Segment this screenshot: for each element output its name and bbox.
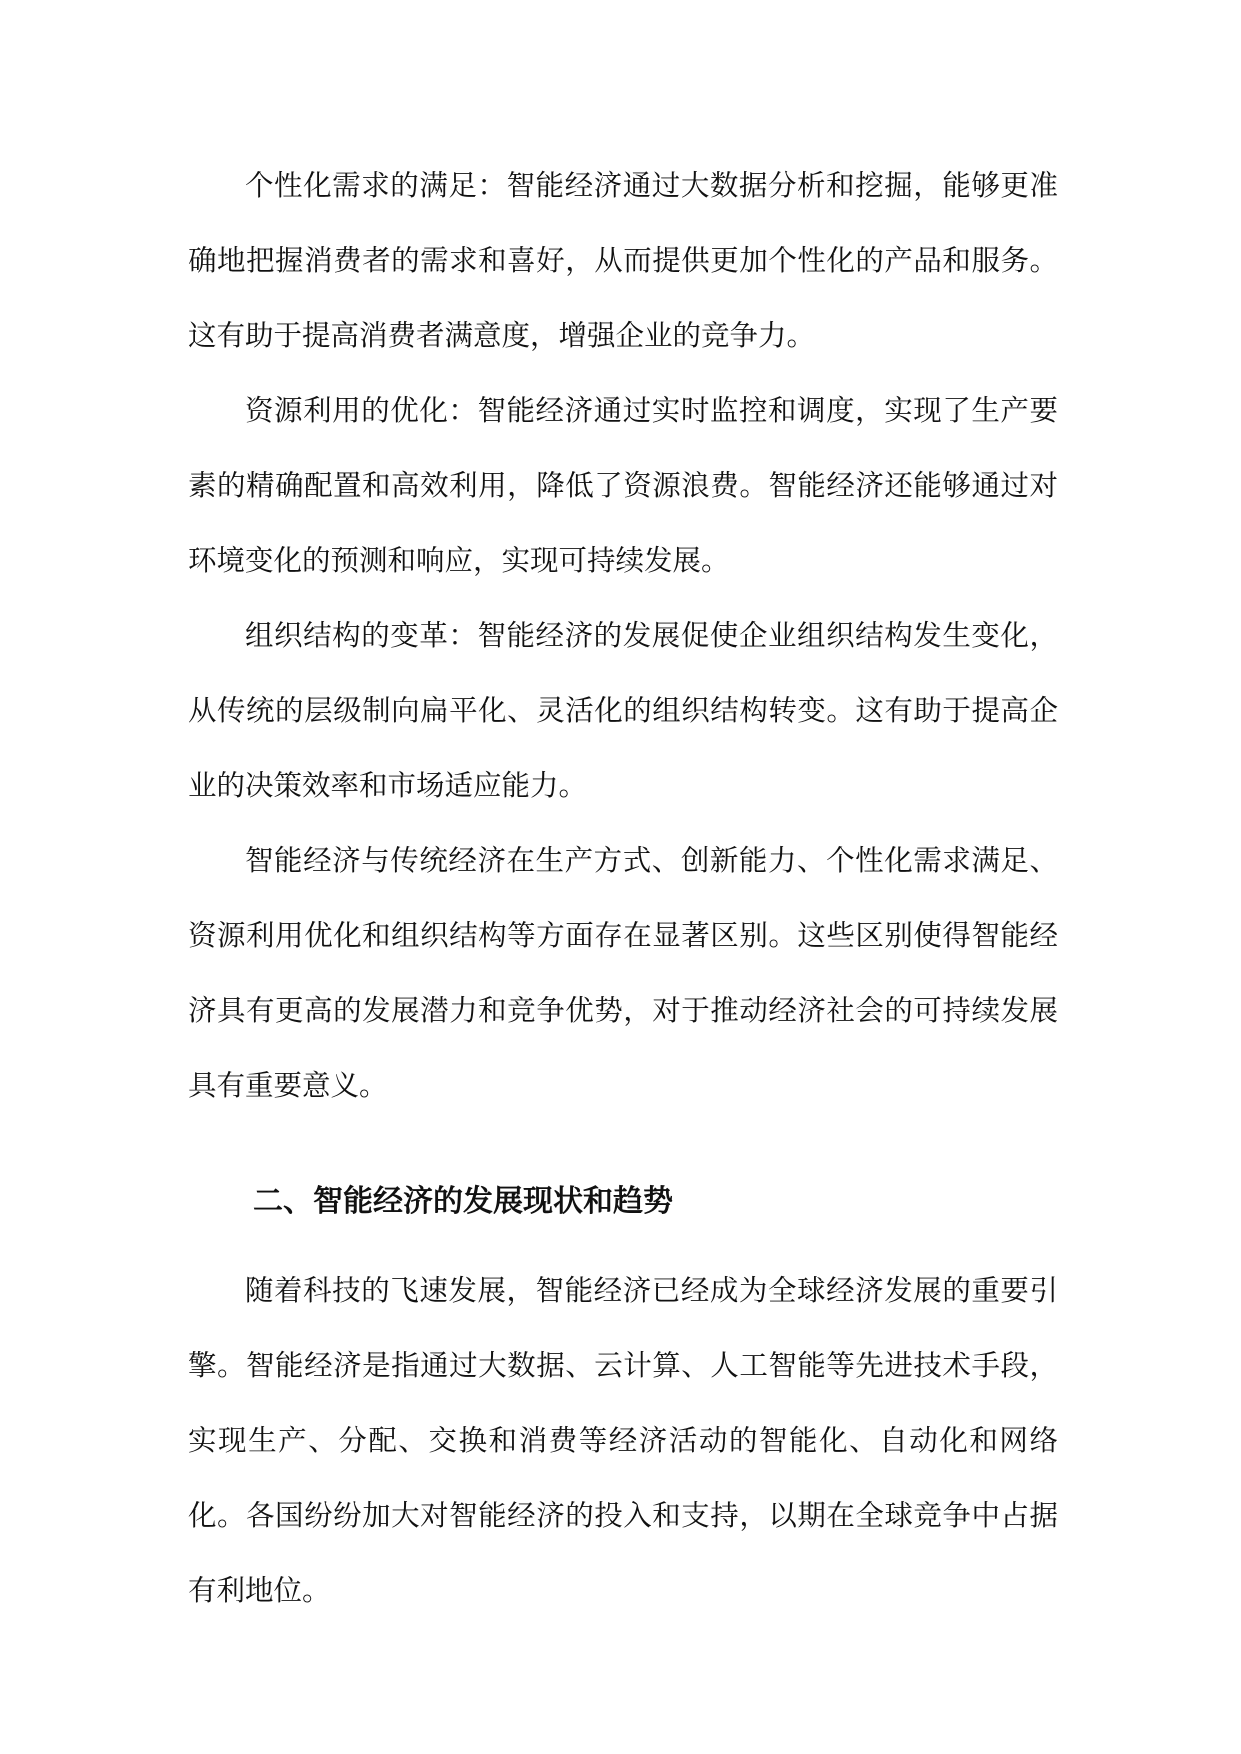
paragraph-development-status: 随着科技的飞速发展，智能经济已经成为全球经济发展的重要引擎。智能经济是指通过大数据、云计算、人工智能等先进技术手段，实现生产、分配、交换和消费等经济活动的智能化、自动化和网络化。各国纷纷加大对智能经济的投入和支持，以期在全球竞争中占据有利地位。 bbox=[188, 1274, 1058, 1607]
section-heading: 二、智能经济的发展现状和趋势 bbox=[253, 1184, 673, 1219]
paragraph-organizational-change: 组织结构的变革：智能经济的发展促使企业组织结构发生变化，从传统的层级制向扁平化、灵活化的组织结构转变。这有助于提高企业的决策效率和市场适应能力。 bbox=[188, 619, 1058, 802]
paragraph-resource-optimization: 资源利用的优化：智能经济通过实时监控和调度，实现了生产要素的精确配置和高效利用，降低了资源浪费。智能经济还能够通过对环境变化的预测和响应，实现可持续发展。 bbox=[188, 394, 1058, 577]
page-content bbox=[188, 148, 1058, 1628]
paragraph-personalized-demand: 个性化需求的满足：智能经济通过大数据分析和挖掘，能够更准确地把握消费者的需求和喜好，从而提供更加个性化的产品和服务。这有助于提高消费者满意度，增强企业的竞争力。 bbox=[188, 169, 1058, 352]
paragraph-summary: 智能经济与传统经济在生产方式、创新能力、个性化需求满足、资源利用优化和组织结构等方面存在显著区别。这些区别使得智能经济具有更高的发展潜力和竞争优势，对于推动经济社会的可持续发展具有重要意义。 bbox=[188, 844, 1058, 1102]
